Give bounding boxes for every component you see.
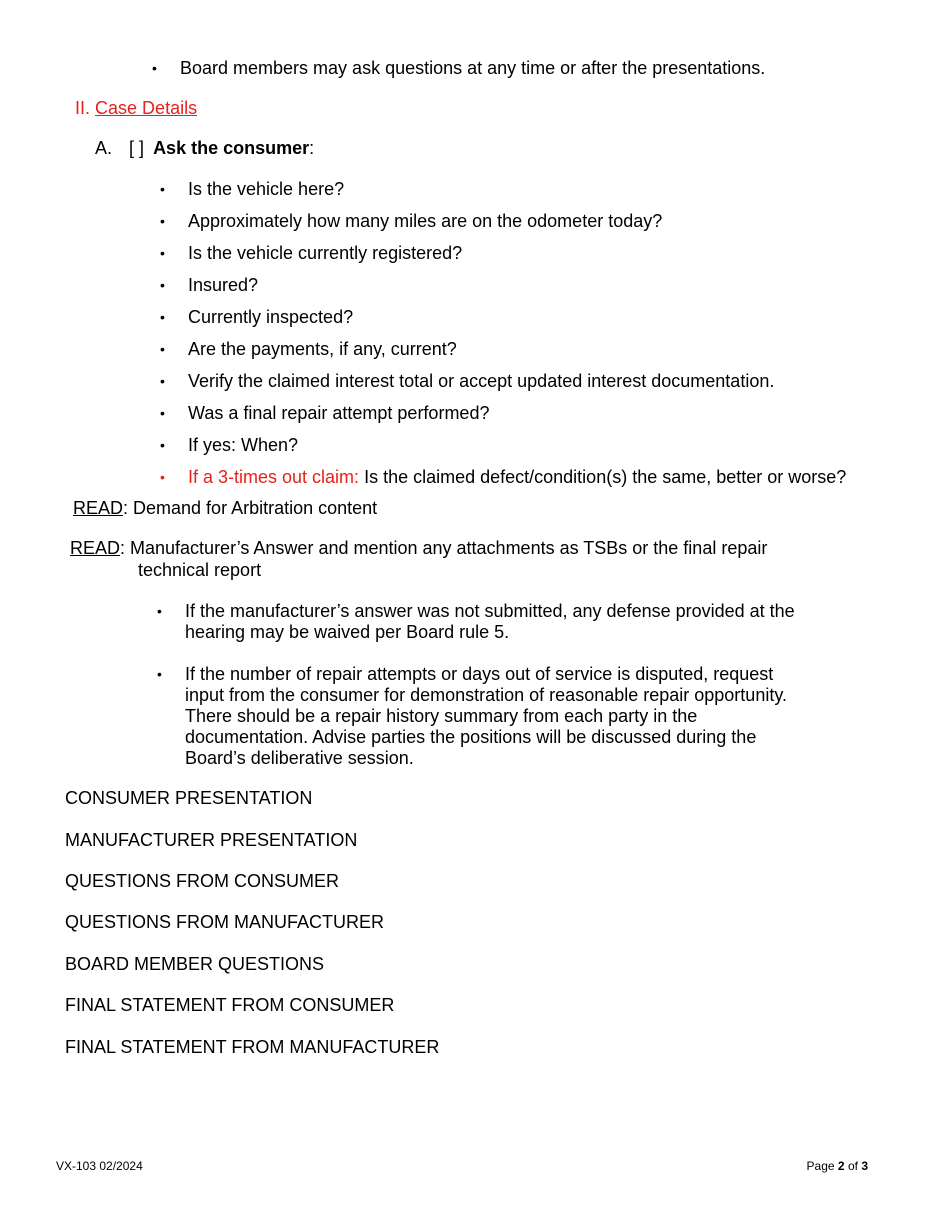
read-demand-text: : Demand for Arbitration content xyxy=(123,498,378,518)
bullet-icon: • xyxy=(157,666,162,682)
list-item: Is the vehicle here? xyxy=(188,179,345,199)
page-word: Page xyxy=(806,1159,835,1173)
agenda-item: FINAL STATEMENT FROM CONSUMER xyxy=(65,995,395,1015)
bullet-icon: • xyxy=(160,469,165,485)
list-item: Verify the claimed interest total or accept updated interest documentation. xyxy=(188,371,775,391)
list-item: Is the vehicle currently registered? xyxy=(188,243,463,263)
bullet-icon: • xyxy=(160,181,165,197)
agenda-item: FINAL STATEMENT FROM MANUFACTURER xyxy=(65,1037,440,1057)
list-item: Insured? xyxy=(188,275,259,295)
top-bullet-text: Board members may ask questions at any time or after the presentations. xyxy=(180,58,766,78)
list-item-three-times xyxy=(188,467,846,488)
list-item: Are the payments, if any, current? xyxy=(188,339,457,359)
item-a-checkbox: [ ] xyxy=(129,138,145,158)
item-a-letter: A. xyxy=(95,138,113,158)
bullet-icon: • xyxy=(160,405,165,421)
list-item: If yes: When? xyxy=(188,435,299,455)
note-item: If the manufacturer’s answer was not submitted, any defense provided at the hearing may be waived per Board rule 5. xyxy=(185,601,795,642)
bullet-icon: • xyxy=(157,603,162,619)
agenda-item: BOARD MEMBER QUESTIONS xyxy=(65,954,325,974)
bullet-icon: • xyxy=(160,213,165,229)
three-times-prefix: If a 3-times out claim: xyxy=(188,467,360,487)
item-a-label: Ask the consumer xyxy=(153,138,310,158)
page-current: 2 xyxy=(837,1159,845,1173)
page-of: of xyxy=(847,1159,858,1173)
bullet-icon: • xyxy=(152,60,157,76)
section-number: II. xyxy=(75,98,91,118)
form-id: VX-103 02/2024 xyxy=(56,1159,143,1173)
page-number xyxy=(807,1159,868,1173)
list-item: Approximately how many miles are on the odometer today? xyxy=(188,211,663,231)
page-total: 3 xyxy=(861,1159,868,1173)
read-label: READ xyxy=(70,538,121,558)
item-a xyxy=(95,138,314,159)
bullet-icon: • xyxy=(160,245,165,261)
list-item: Was a final repair attempt performed? xyxy=(188,403,490,423)
section-heading xyxy=(75,98,197,119)
bullet-icon: • xyxy=(160,277,165,293)
read-answer-line1: : Manufacturer’s Answer and mention any attachments as TSBs or the final repair xyxy=(120,538,768,558)
read-label: READ xyxy=(73,498,124,518)
bullet-icon: • xyxy=(160,373,165,389)
agenda-item: QUESTIONS FROM MANUFACTURER xyxy=(65,912,385,932)
agenda-item: CONSUMER PRESENTATION xyxy=(65,788,313,808)
three-times-text: Is the claimed defect/condition(s) the same, better or worse? xyxy=(359,467,847,487)
list-item: Currently inspected? xyxy=(188,307,354,327)
section-title: Case Details xyxy=(95,98,198,118)
item-a-colon: : xyxy=(309,138,315,158)
read-answer xyxy=(70,538,767,559)
agenda-item: QUESTIONS FROM CONSUMER xyxy=(65,871,340,891)
bullet-icon: • xyxy=(160,309,165,325)
bullet-icon: • xyxy=(160,341,165,357)
read-demand xyxy=(73,498,377,519)
note-item: If the number of repair attempts or days out of service is disputed, request input from the consumer for demonstration of reasonable repair opportunity. There should be a repair history summary from each party in the documentation. Advise parties the positions will be discussed during the Board’s deliberative session. xyxy=(185,664,787,768)
bullet-icon: • xyxy=(160,437,165,453)
agenda-item: MANUFACTURER PRESENTATION xyxy=(65,830,358,850)
read-answer-line2: technical report xyxy=(138,560,262,580)
